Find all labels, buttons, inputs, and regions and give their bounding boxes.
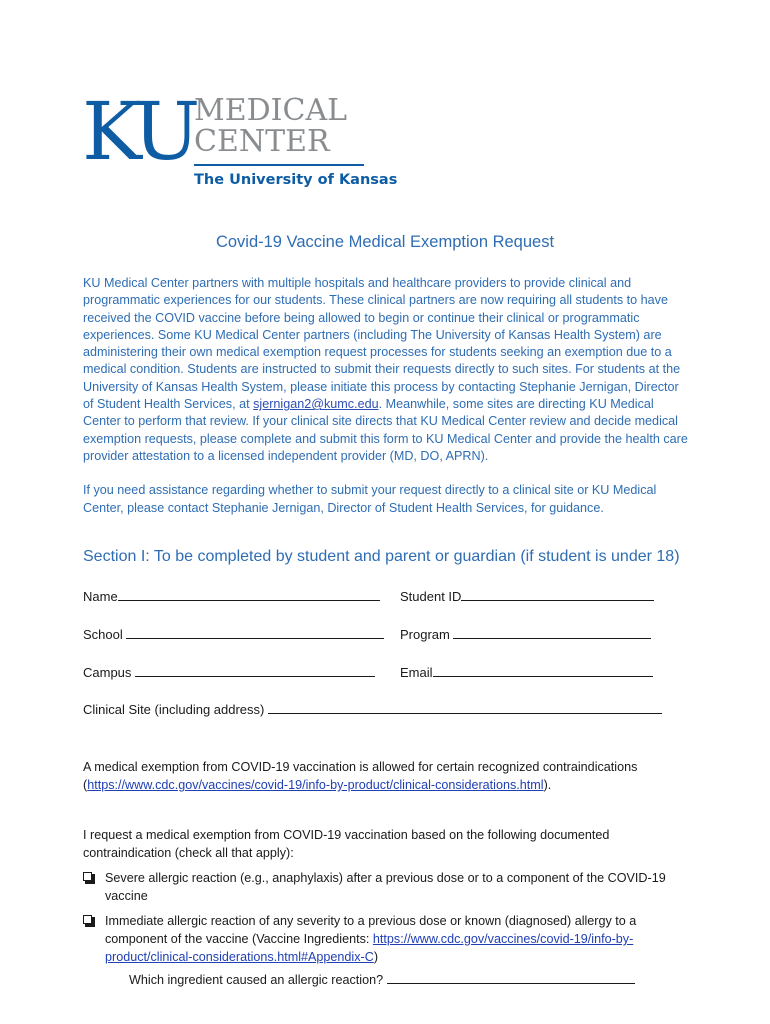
email-link[interactable]: sjernigan2@kumc.edu — [253, 397, 379, 412]
campus-field[interactable]: Campus — [83, 665, 375, 680]
student-id-field[interactable]: Student ID — [400, 589, 654, 604]
checkbox-immediate-allergic-reaction[interactable]: Immediate allergic reaction of any severity to a previous dose or known (diagnosed) allergy to a component of the vaccine (Vaccine Ingredients: https://www.cdc.gov/vaccines/covid-19/info-by-product/clinical-considerations.html#Appendix-C) — [83, 912, 673, 966]
checkbox-icon[interactable] — [83, 872, 92, 881]
checkbox-severe-allergic-reaction[interactable]: Severe allergic reaction (e.g., anaphylaxis) after a previous dose or to a component of the COVID-19 vaccine — [83, 869, 673, 905]
clinical-site-input-line[interactable] — [268, 702, 662, 714]
page-title: Covid-19 Vaccine Medical Exemption Request — [215, 233, 555, 251]
logo-center-text: CENTER — [194, 124, 330, 159]
intro-paragraph-1: KU Medical Center partners with multiple hospitals and healthcare providers to provide clinical and programmatic experiences for our students. These clinical partners are now requiring all students to have received the COVID vaccine before being allowed to begin or continue their clinical or programmatic experiences. Some KU Medical Center partners (including The University of Kansas Health System) are administering their own medical exemption request processes for students seeking an exemption due to a medical condition. Students are instructed to submit their requests directly to such sites. For students at the University of Kansas Health System, please initiate this process by contacting Stephanie Jernigan, Director of Student Health Services, at sjernigan2@kumc.edu. Meanwhile, some sites are directing KU Medical Center to perform that review. If your clinical site directs that KU Medical Center review and decide medical exemption requests, please complete and submit this form to KU Medical Center and provide the health care provider attestation to a licensed independent provider (MD, DO, APRN). — [83, 276, 688, 463]
email-field[interactable]: Email — [400, 665, 653, 680]
program-field[interactable]: Program — [400, 627, 651, 642]
name-field[interactable]: Name — [83, 589, 380, 604]
logo-ku-mark: KU — [82, 85, 195, 178]
school-input-line[interactable] — [126, 627, 384, 639]
ingredient-input-line[interactable] — [387, 972, 635, 984]
name-input-line[interactable] — [118, 589, 380, 601]
logo-medical-text: MEDICAL — [194, 93, 348, 128]
email-input-line[interactable] — [433, 665, 653, 677]
intro-paragraph-2: If you need assistance regarding whether to submit your request directly to a clinical site or KU Medical Center, please contact Stephanie Jernigan, Director of Student Health Services, for guidance. — [83, 483, 657, 515]
exemption-statement: A medical exemption from COVID-19 vaccination is allowed for certain recognized contraindications (https://www.cdc.gov/vaccines/covid-19/info-by-product/clinical-considerations.html). — [83, 760, 638, 792]
intro-text — [83, 275, 688, 517]
cdc-considerations-link[interactable]: https://www.cdc.gov/vaccines/covid-19/info-by-product/clinical-considerations.html — [87, 778, 544, 792]
clinical-site-field[interactable]: Clinical Site (including address) — [83, 702, 662, 717]
logo-university-text: The University of Kansas — [194, 172, 398, 188]
ku-medical-center-logo — [82, 85, 398, 192]
logo-divider — [194, 164, 364, 166]
cdc-appendix-c-link[interactable]: https://www.cdc.gov/vaccines/covid-19/info-by-product/clinical-considerations.html#Appendix-C — [105, 932, 634, 964]
program-input-line[interactable] — [453, 627, 651, 639]
request-statement: I request a medical exemption from COVID-19 vaccination based on the following documented contraindication (check all that apply): — [83, 828, 610, 860]
checkbox-icon[interactable] — [83, 915, 92, 924]
campus-input-line[interactable] — [135, 665, 375, 677]
school-field[interactable]: School — [83, 627, 384, 642]
ingredient-field[interactable]: Which ingredient caused an allergic reaction? — [129, 972, 635, 987]
section-1-heading: Section I: To be completed by student and parent or guardian (if student is under 18) — [83, 548, 680, 565]
student-id-input-line[interactable] — [461, 589, 654, 601]
